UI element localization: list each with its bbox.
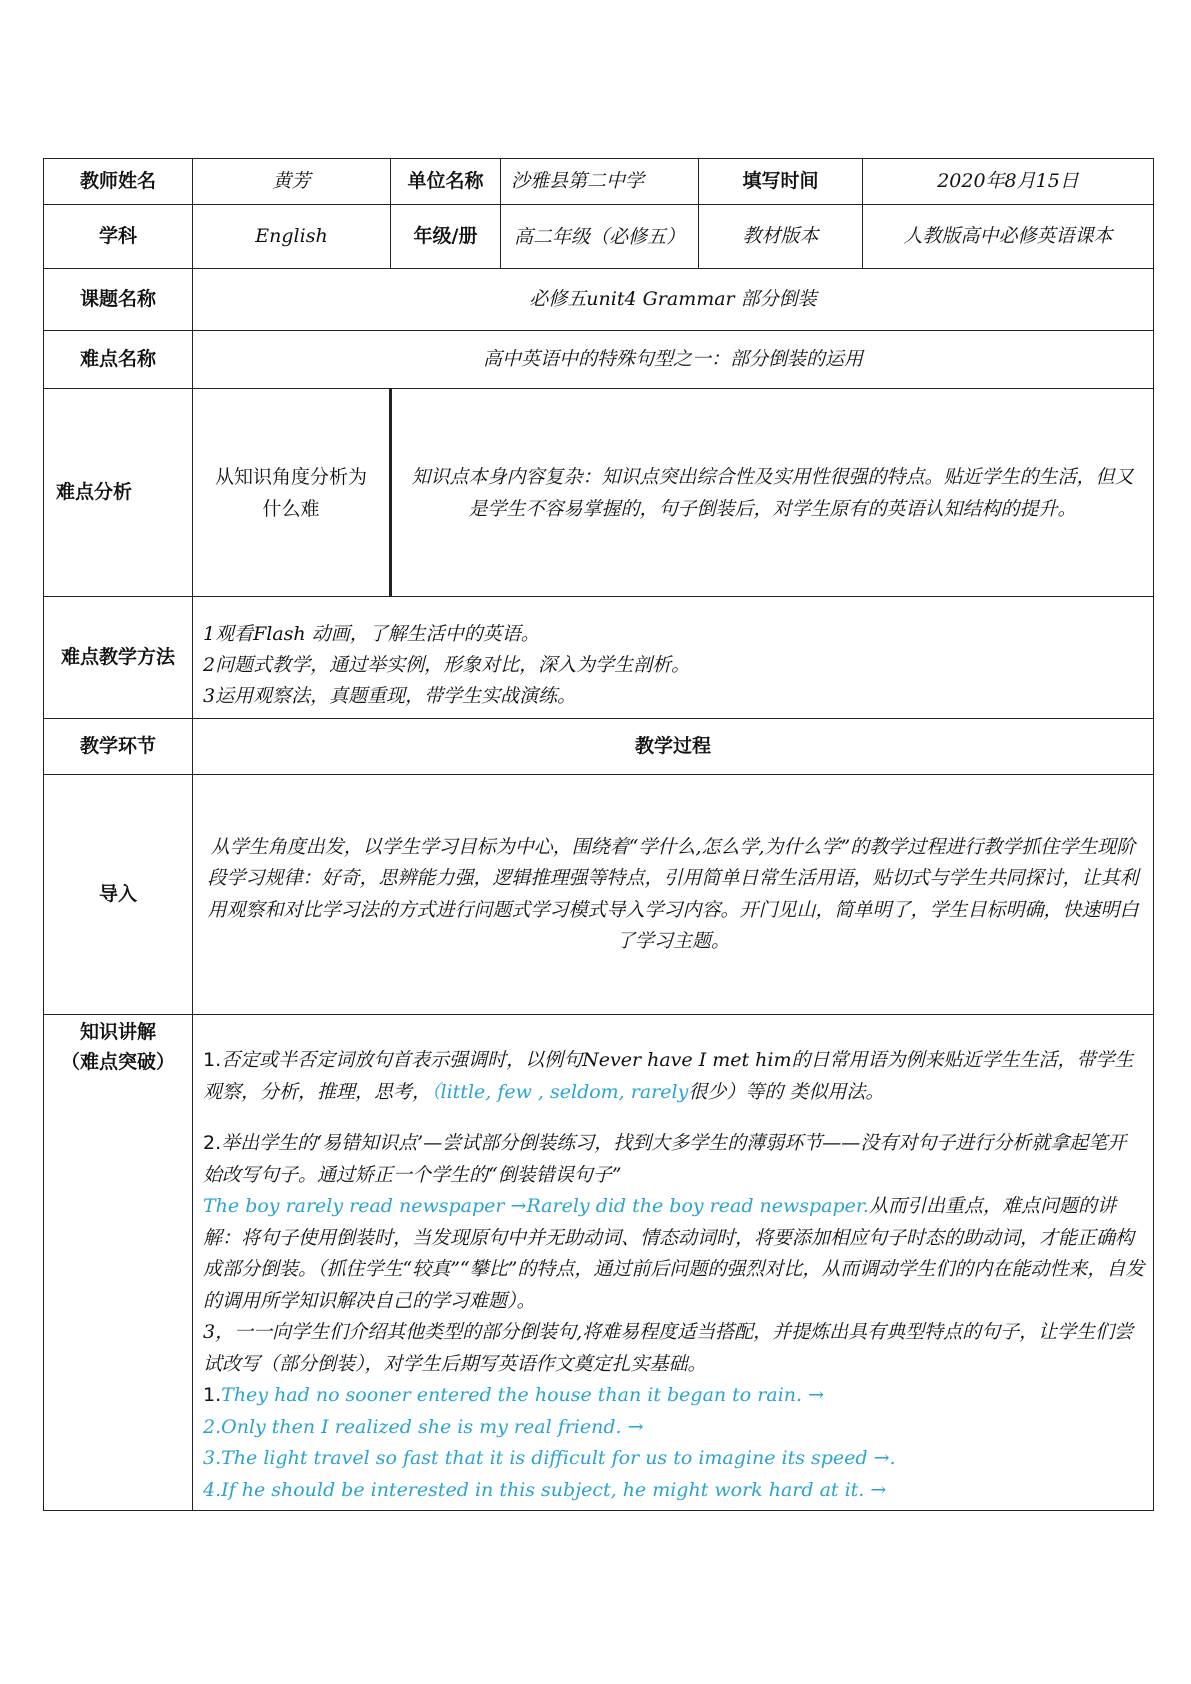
- process-header-row: [44, 719, 1154, 775]
- method-item: 3运用观察法，真题重现，带学生实战演练。: [203, 685, 577, 707]
- point-1-examples: （little, few , seldom, rarely: [431, 1080, 689, 1103]
- intro-text: 从学生角度出发，以学生学习目标为中心，围绕着“学什么,怎么学,为什么学”的教学过程进行教学抓住学生现阶段学习规律：好奇，思辨能力强，逻辑推理强等特点，引用简单日常生活用语，贴切式与学生共同探讨，让其利用观察和对比学习法的方式进行问题式学习模式导入学习内容。开门见山，简单明了，学生目标明确，快速明白了学习主题。: [193, 775, 1154, 1015]
- subject-value: English: [193, 205, 391, 269]
- header-row-2: [44, 205, 1154, 269]
- difficulty-label: 难点名称: [44, 331, 193, 389]
- teacher-value: 黄芳: [193, 159, 391, 205]
- method-item: 1观看Flash 动画，了解生活中的英语。: [203, 623, 540, 645]
- topic-label: 课题名称: [44, 269, 193, 331]
- knowledge-row: [44, 1015, 1154, 1511]
- methods-row: [44, 597, 1154, 719]
- teacher-label: 教师姓名: [44, 159, 193, 205]
- intro-row: [44, 775, 1154, 1015]
- textbook-label: 教材版本: [699, 205, 863, 269]
- date-value: 2020年8月15日: [863, 159, 1154, 205]
- knowledge-point-2-cont: [203, 1191, 1145, 1317]
- lesson-plan-table: [43, 158, 1154, 1511]
- knowledge-label-line1: 知识讲解: [79, 1021, 156, 1043]
- knowledge-label-line2: （难点突破）: [60, 1051, 175, 1073]
- knowledge-content: [193, 1015, 1154, 1511]
- example-number: 1.: [203, 1384, 222, 1406]
- point-number: 1.: [203, 1049, 222, 1071]
- difficulty-value: 高中英语中的特殊句型之一：部分倒装的运用: [193, 331, 1154, 389]
- grade-value: 高二年级（必修五）: [501, 205, 699, 269]
- knowledge-point-2: [203, 1128, 1145, 1191]
- knowledge-label: [44, 1015, 193, 1511]
- grade-label: 年级/册: [391, 205, 501, 269]
- analysis-row: [44, 389, 1154, 597]
- knowledge-point-3: 3，一一向学生们介绍其他类型的部分倒装句,将难易程度适当搭配，并提炼出具有典型特点的句子，让学生们尝试改写（部分倒装），对学生后期写英语作文奠定扎实基础。: [203, 1321, 1134, 1375]
- difficulty-row: [44, 331, 1154, 389]
- point-2-text-b: 从而引出重点，难点问题的讲解：将句子使用倒装时，当发现原句中并无助动词、情态动词时，将要添加相应句子时态的助动词，才能正确构成部分倒装。（抓住学生“较真”“攀比”的特点，通过前后问题的强烈对比，从而调动学生们的内在能动性来，自发的调用所学知识解决自己的学习难题）。: [203, 1195, 1145, 1312]
- textbook-value: 人教版高中必修英语课本: [863, 205, 1154, 269]
- unit-value: 沙雅县第二中学: [501, 159, 699, 205]
- date-label: 填写时间: [699, 159, 863, 205]
- point-1-text-b: 很少）等的 类似用法。: [688, 1080, 885, 1103]
- point-number: 2.: [203, 1132, 222, 1154]
- topic-row: [44, 269, 1154, 331]
- spacer: [203, 1108, 1145, 1128]
- point-1-text-a: 否定或半否定词放句首表示强调时，以例句Never have I met him的日常用语为例来贴近学生生活，带学生观察，分析，推理，思考，: [203, 1049, 1134, 1103]
- example-1: [203, 1380, 1145, 1412]
- example-2: 2.Only then I realized she is my real friend. →: [203, 1415, 644, 1438]
- unit-label: 单位名称: [391, 159, 501, 205]
- example-3: 3.The light travel so fast that it is difficult for us to imagine its speed →.: [203, 1447, 896, 1469]
- analysis-sublabel: 从知识角度分析为什么难: [193, 389, 391, 597]
- header-row-1: [44, 159, 1154, 205]
- method-item: 2问题式教学，通过举实例，形象对比，深入为学生剖析。: [203, 654, 691, 676]
- analysis-label: 难点分析: [44, 389, 193, 597]
- methods-label: 难点教学方法: [44, 597, 193, 719]
- point-2-example: The boy rarely read newspaper →Rarely did the boy read newspaper.: [203, 1195, 869, 1217]
- subject-label: 学科: [44, 205, 193, 269]
- knowledge-point-1: [203, 1045, 1145, 1108]
- analysis-text: 知识点本身内容复杂：知识点突出综合性及实用性很强的特点。贴近学生的生活，但又是学生不容易掌握的，句子倒装后，对学生原有的英语认知结构的提升。: [391, 389, 1154, 597]
- process-title: 教学过程: [193, 719, 1154, 775]
- methods-list: [193, 597, 1154, 719]
- intro-label: 导入: [44, 775, 193, 1015]
- example-1-text: They had no sooner entered the house than it began to rain. →: [221, 1384, 825, 1406]
- topic-value: 必修五unit4 Grammar 部分倒装: [193, 269, 1154, 331]
- example-4: 4.If he should be interested in this subject, he might work hard at it. →: [203, 1478, 887, 1501]
- process-stage-label: 教学环节: [44, 719, 193, 775]
- point-2-text: 举出学生的‘易错知识点’—尝试部分倒装练习，找到大多学生的薄弱环节——没有对句子进行分析就拿起笔开始改写句子。通过矫正一个学生的“倒装错误句子”: [203, 1132, 1127, 1186]
